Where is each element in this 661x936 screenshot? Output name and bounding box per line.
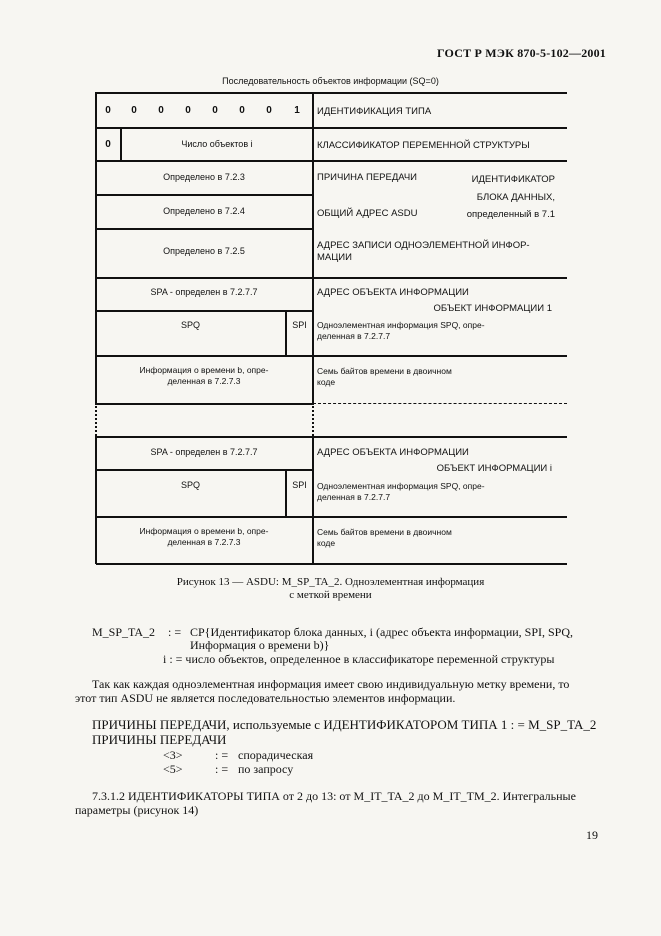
row-divider bbox=[96, 277, 567, 279]
time-info-definition: Информация о времени b, опре- деленная в 7.2.7.3 bbox=[139, 526, 269, 547]
cot-assign-3: : = bbox=[215, 748, 229, 762]
dashed-divider bbox=[313, 403, 567, 404]
cot-text-3: спорадическая bbox=[238, 748, 314, 762]
spq-cell: SPQ bbox=[180, 480, 200, 490]
row-divider bbox=[96, 228, 313, 230]
standard-header: ГОСТ Р МЭК 870-5-102—2001 bbox=[437, 46, 606, 60]
row-divider bbox=[96, 436, 567, 438]
asdu-identifier-label: ИДЕНТИФИКАТОР БЛОКА ДАННЫХ, определенный в 7.1 bbox=[466, 174, 555, 220]
figure-caption-line1: Рисунок 13 — ASDU: M_SP_TA_2. Одноэлементная информация bbox=[176, 576, 485, 588]
ioa-label: АДРЕС ОБЪЕКТА ИНФОРМАЦИИ bbox=[317, 447, 469, 458]
cot-definition: Определено в 7.2.3 bbox=[163, 172, 245, 182]
diagram-title: Последовательность объектов информации (SQ=0) bbox=[222, 76, 439, 86]
bit-6: 0 bbox=[158, 105, 164, 116]
row-divider bbox=[96, 160, 567, 162]
seven-bytes-label: Семь байтов времени в двоичном коде bbox=[317, 527, 452, 548]
row-divider bbox=[96, 516, 567, 518]
spq-cell: SPQ bbox=[180, 320, 200, 330]
spi-cell: SPI bbox=[292, 320, 307, 330]
spi-divider bbox=[285, 310, 287, 355]
ioa-label: АДРЕС ОБЪЕКТА ИНФОРМАЦИИ bbox=[317, 287, 469, 298]
type-id-label: ИДЕНТИФИКАЦИЯ ТИПА bbox=[317, 106, 432, 117]
paragraph-line2: этот тип ASDU не является последовательностью элементов информации. bbox=[75, 691, 456, 705]
info-object-1-label: ОБЪЕКТ ИНФОРМАЦИИ 1 bbox=[433, 303, 552, 314]
section-7312-line1: 7.3.1.2 ИДЕНТИФИКАТОРЫ ТИПА от 2 до 13: от M_IT_TA_2 до M_IT_TM_2. Интегральные bbox=[92, 789, 576, 803]
seven-bytes-label: Семь байтов времени в двоичном коде bbox=[317, 366, 452, 387]
bit-4: 0 bbox=[212, 105, 218, 116]
cot-assign-5: : = bbox=[215, 762, 229, 776]
diagram-bottom-line bbox=[96, 563, 567, 565]
middle-border-dotted bbox=[312, 403, 314, 436]
figure-caption bbox=[0, 576, 661, 602]
bit-2: 0 bbox=[266, 105, 272, 116]
info-object-i-label: ОБЪЕКТ ИНФОРМАЦИИ i bbox=[436, 463, 552, 474]
record-address-label: АДРЕС ЗАПИСИ ОДНОЭЛЕМЕНТНОЙ ИНФОР- МАЦИИ bbox=[317, 240, 530, 263]
sq-bit: 0 bbox=[105, 139, 111, 150]
bit-1: 1 bbox=[294, 105, 300, 116]
cot-label: ПРИЧИНА ПЕРЕДАЧИ bbox=[317, 172, 418, 183]
bit-7: 0 bbox=[131, 105, 137, 116]
diagram-top-line bbox=[96, 92, 567, 94]
spi-divider bbox=[285, 469, 287, 516]
definition-line1: CP{Идентификатор блока данных, i (адрес объекта информации, SPI, SPQ, bbox=[190, 625, 574, 639]
bit-3: 0 bbox=[239, 105, 245, 116]
common-address-label: ОБЩИЙ АДРЕС ASDU bbox=[317, 208, 418, 219]
time-info-definition: Информация о времени b, опре- деленная в 7.2.7.3 bbox=[139, 365, 269, 386]
single-info-label: Одноэлементная информация SPQ, опре- деленная в 7.2.7.7 bbox=[317, 481, 485, 502]
row-divider bbox=[96, 469, 313, 471]
middle-border-upper bbox=[312, 92, 314, 403]
row-divider bbox=[96, 310, 313, 312]
page-number: 19 bbox=[586, 828, 598, 842]
number-of-objects: Число объектов i bbox=[181, 139, 253, 149]
middle-border-lower bbox=[312, 436, 314, 564]
section-7312-line2: параметры (рисунок 14) bbox=[75, 803, 199, 817]
row-divider bbox=[96, 194, 313, 196]
cot-code-3: <3> bbox=[163, 748, 183, 762]
left-border-dotted bbox=[95, 403, 97, 436]
spi-cell: SPI bbox=[292, 480, 307, 490]
single-info-label: Одноэлементная информация SPQ, опре- деленная в 7.2.7.7 bbox=[317, 320, 485, 341]
record-address-definition: Определено в 7.2.5 bbox=[163, 246, 245, 256]
definition-line2: Информация о времени b)} bbox=[190, 638, 330, 652]
row-divider bbox=[96, 355, 567, 357]
definition-name: M_SP_TA_2 bbox=[92, 625, 156, 639]
cot-section-line2: ПРИЧИНЫ ПЕРЕДАЧИ bbox=[92, 732, 227, 747]
vsq-label: КЛАССИФИКАТОР ПЕРЕМЕННОЙ СТРУКТУРЫ bbox=[317, 140, 530, 151]
row-divider bbox=[96, 127, 567, 129]
cot-section-line1: ПРИЧИНЫ ПЕРЕДАЧИ, используемые с ИДЕНТИФИКАТОРОМ ТИПА 1 : = M_SP_TA_2 bbox=[92, 717, 597, 732]
spa-definition: SPA - определен в 7.2.7.7 bbox=[150, 447, 258, 457]
row-divider bbox=[96, 403, 313, 405]
cot-text-5: по запросу bbox=[238, 762, 294, 776]
common-address-definition: Определено в 7.2.4 bbox=[163, 206, 245, 216]
cot-code-5: <5> bbox=[163, 762, 183, 776]
paragraph-line1: Так как каждая одноэлементная информация имеет свою индивидуальную метку времени, то bbox=[92, 677, 570, 691]
definition-i: i : = число объектов, определенное в классификаторе переменной структуры bbox=[163, 652, 555, 666]
definition-assign: : = bbox=[168, 625, 182, 639]
figure-caption-line2: с меткой времени bbox=[289, 589, 372, 601]
spa-definition: SPA - определен в 7.2.7.7 bbox=[150, 287, 258, 297]
bit-8: 0 bbox=[105, 105, 111, 116]
bit-5: 0 bbox=[185, 105, 191, 116]
